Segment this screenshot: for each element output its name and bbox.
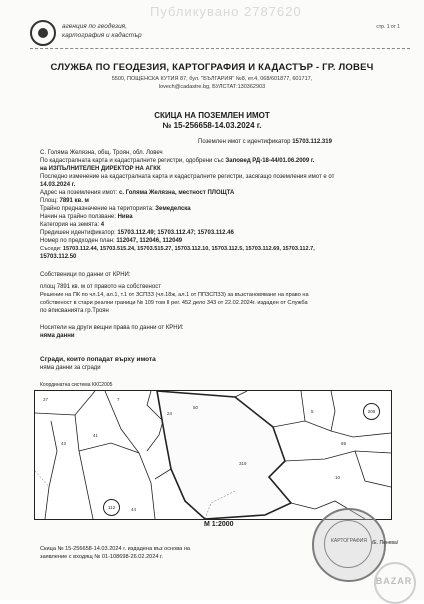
old-plan-line xyxy=(40,238,182,244)
category-value: 4 xyxy=(100,222,105,228)
neighbors-line xyxy=(40,246,315,252)
other-rights-value: няма данни xyxy=(40,333,75,339)
footer-line2: заявление с входящ № 01-108698-26.02.2024 г. xyxy=(40,554,163,560)
approved-line xyxy=(40,158,314,164)
parcel-label-41: 41 xyxy=(93,433,99,438)
address-value: с. Голяма Желязна, местност ПЛОЩТА xyxy=(119,190,235,196)
area-label: Площ: xyxy=(40,198,58,204)
parcel-label-50: 50 xyxy=(193,405,199,410)
old-plan-value: 112047, 112046, 112049 xyxy=(116,238,183,244)
office-address-line1: 5500, ПОЩЕНСКА КУТИЯ 87, бул. "БЪЛГАРИЯ" №8, ет.4, 068/601877, 601717, xyxy=(111,76,313,82)
address-label: Адрес на поземления имот: xyxy=(40,190,118,196)
signature-text: /Е. Пенева/ xyxy=(372,540,399,546)
place-line: С. Голяма Желязна, общ. Троян, обл. Ловеч xyxy=(40,150,163,156)
old-plan-label: Номер по предходен план: xyxy=(40,238,115,244)
address-line xyxy=(40,190,234,196)
cadastral-map xyxy=(34,390,392,520)
prev-id-line xyxy=(40,230,234,236)
owners-header: Собственици по данни от КРНИ: xyxy=(40,272,131,278)
watermark-text: Публикувано 2787620 xyxy=(150,4,302,19)
neighbors-value-2: 15703.112.50 xyxy=(40,254,77,260)
usage-label: Начин на трайно ползване: xyxy=(40,214,116,220)
approved-by: на ИЗПЪЛНИТЕЛЕН ДИРЕКТОР НА АГКК xyxy=(40,166,161,172)
usage-line xyxy=(40,214,133,220)
document-number: № 15-256658-14.03.2024 г. xyxy=(162,121,262,130)
last-change-date: 14.03.2024 г. xyxy=(40,182,76,188)
block-label-112: 112 xyxy=(103,499,120,516)
owners-line4: по вписванията гр.Троян xyxy=(40,308,109,314)
office-title: СЛУЖБА ПО ГЕОДЕЗИЯ, КАРТОГРАФИЯ И КАДАСТЪР - ГР. ЛОВЕЧ xyxy=(50,62,374,73)
bazar-logo-text: BAZAR xyxy=(375,576,413,586)
prev-id-label: Предишен идентификатор: xyxy=(40,230,116,236)
parcel-label-27: 27 xyxy=(43,397,49,402)
identifier-value: 15703.112.319 xyxy=(292,139,332,145)
owners-line3: собственост в стари реални граници № 109 том II рег. 452 дело 343 от 22.02.2024г. издаден от Служба xyxy=(40,300,308,306)
parcel-label-44: 44 xyxy=(131,507,137,512)
identifier-row xyxy=(198,139,332,145)
purpose-label: Трайно предназначение на територията: xyxy=(40,206,154,212)
parcel-label-7: 7 xyxy=(117,397,120,402)
parcel-label-5: 5 xyxy=(311,409,314,414)
parcel-label-10: 10 xyxy=(335,475,341,480)
block-label-200: 200 xyxy=(363,403,380,420)
identifier-label: Поземлен имот с идентификатор xyxy=(198,139,291,145)
approved-order: Заповед РД-18-44/01.06.2009 г. xyxy=(225,158,315,164)
parcel-boundaries xyxy=(35,391,391,519)
prev-id-value: 15703.112.49; 15703.112.47; 15703.112.46 xyxy=(117,230,234,236)
parcel-label-24: 24 xyxy=(167,411,173,416)
footer-line1: Скица № 15-256658-14.03.2024 г. издадена въз основа на xyxy=(40,546,191,552)
purpose-line xyxy=(40,206,191,212)
owners-line2: Решение на ПК по чл.14, ал.1, т.1 от ЗСПЗЗ (чл.18ж, ал.1 от ППЗСПЗЗ) за възстановяване на право на xyxy=(40,292,309,298)
buildings-header: Сгради, които попадат върху имота xyxy=(40,356,156,363)
last-change-text: Последно изменение на кадастралната карта и кадастралните регистри, засягащо поземления имот е от xyxy=(40,174,335,180)
category-line xyxy=(40,222,104,228)
area-value: 7891 кв. м xyxy=(59,198,89,204)
category-label: Категория на земята: xyxy=(40,222,100,228)
agency-name-line2: картография и кадастър xyxy=(62,32,142,39)
page-number: стр. 1 от 1 xyxy=(376,24,400,30)
purpose-value: Земеделска xyxy=(155,206,191,212)
document-title: СКИЦА НА ПОЗЕМЛЕН ИМОТ xyxy=(154,111,270,120)
parcel-label-319: 319 xyxy=(239,461,247,466)
stamp-text: КАРТОГРАФИЯ xyxy=(331,538,367,544)
header-divider xyxy=(30,48,410,49)
buildings-value: няма данни за сгради xyxy=(40,365,101,371)
owners-line1: площ 7891 кв. м от правото на собственост xyxy=(40,284,161,290)
parcel-label-69: 69 xyxy=(341,441,347,446)
bazar-logo xyxy=(370,562,418,594)
neighbors-label: Съседи: xyxy=(40,246,62,252)
neighbors-value-1: 15703.112.44, 15703.515.24, 15703.515.27, 15703.112.10, 15703.112.5, 15703.112.69, 15703.112.7, xyxy=(62,246,315,252)
area-line xyxy=(40,198,89,204)
approved-text: По кадастралната карта и кадастралните регистри, одобрени със xyxy=(40,158,224,164)
map-scale: М 1:2000 xyxy=(204,521,234,528)
parcel-label-43: 43 xyxy=(61,441,67,446)
office-address-line2: lovech@cadastre.bg, БУЛСТАТ:130362903 xyxy=(158,84,266,90)
usage-value: Нива xyxy=(117,214,133,220)
agency-name-line1: агенция по геодезия, xyxy=(62,23,127,30)
agency-logo-icon xyxy=(30,20,56,46)
other-rights-header: Носители на други вещни права по данни от КРНИ: xyxy=(40,325,184,331)
coord-system: Координатна система ККС2005 xyxy=(40,382,113,388)
